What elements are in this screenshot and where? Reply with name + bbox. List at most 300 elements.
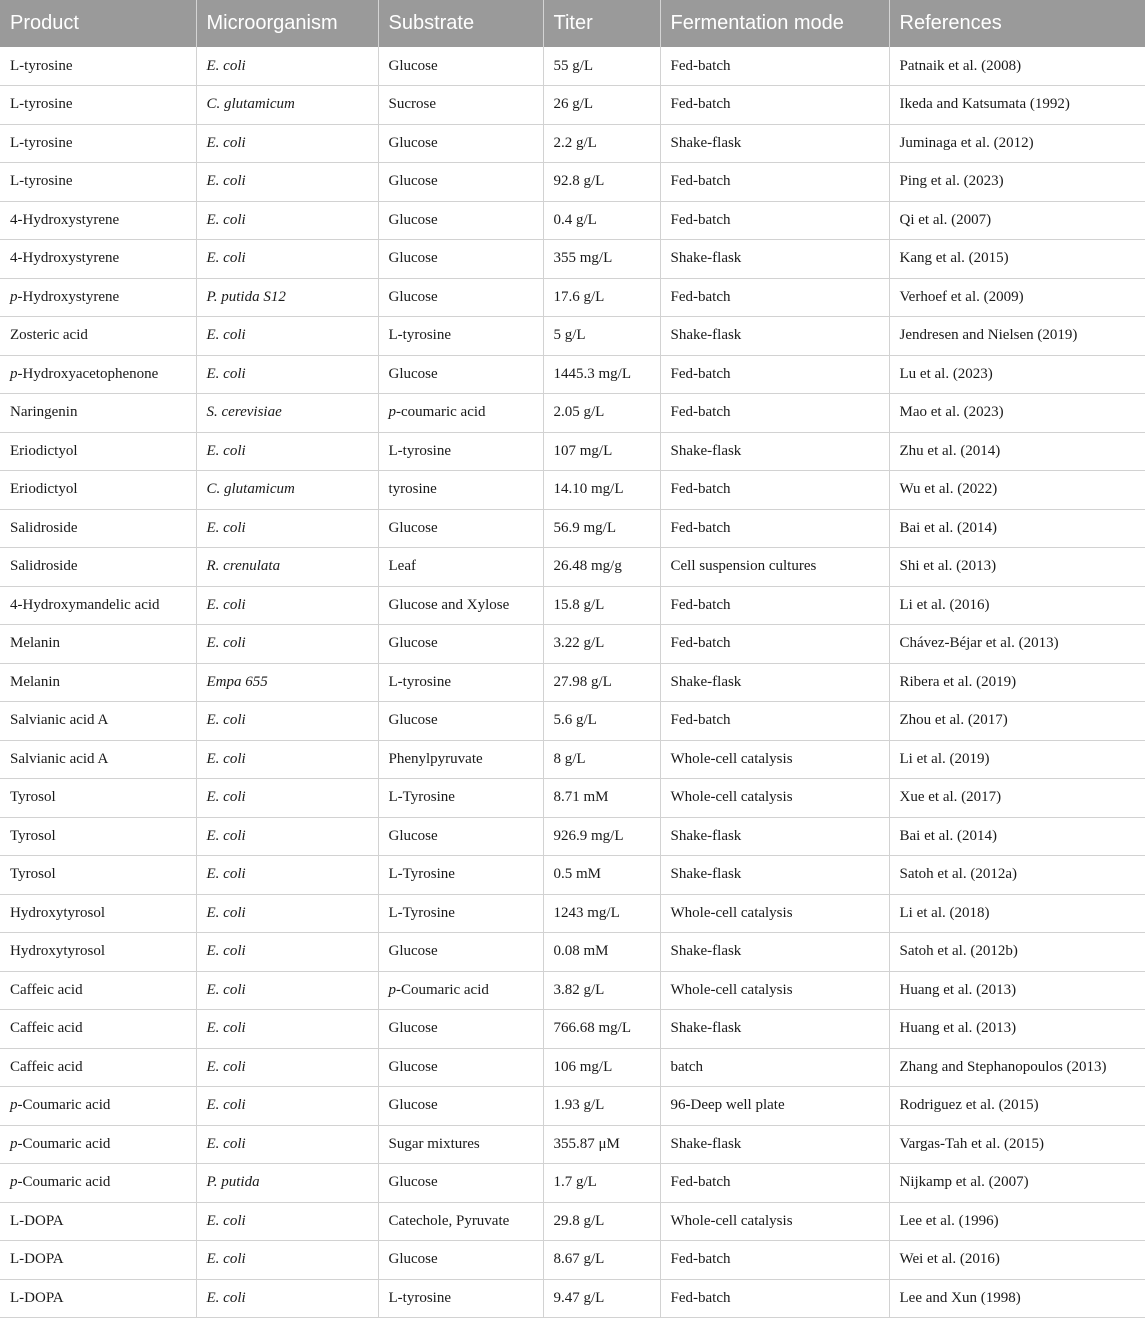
- microorganism-cell: [196, 702, 378, 741]
- product-cell-text: -Hydroxystyrene: [17, 288, 120, 305]
- substrate-cell-text: L-Tyrosine: [388, 789, 455, 806]
- fermentation-mode-cell: [660, 1125, 889, 1164]
- substrate-cell: [378, 779, 543, 818]
- substrate-cell-text: Catechole, Pyruvate: [388, 1212, 510, 1229]
- substrate-cell-text: Glucose: [388, 1058, 438, 1075]
- microorganism-cell-text: S. cerevisiae: [206, 404, 282, 421]
- titer-cell-text: 1243 mg/L: [553, 904, 620, 921]
- reference-cell: [889, 1164, 1145, 1203]
- fermentation-mode-cell: [660, 317, 889, 356]
- reference-cell-text: Zhou et al. (2017): [899, 712, 1008, 729]
- substrate-cell: [378, 817, 543, 856]
- substrate-cell: [378, 201, 543, 240]
- product-cell: [0, 1048, 196, 1087]
- fermentation-mode-cell-text: Whole-cell catalysis: [670, 789, 793, 806]
- product-cell: [0, 86, 196, 125]
- microorganism-cell: [196, 201, 378, 240]
- titer-cell-text: 15.8 g/L: [553, 596, 605, 613]
- titer-cell: [543, 933, 660, 972]
- reference-cell: [889, 509, 1145, 548]
- substrate-cell: [378, 740, 543, 779]
- substrate-cell-text: Leaf: [388, 558, 416, 575]
- table-row: [0, 1087, 1145, 1126]
- substrate-cell-text: L-tyrosine: [388, 673, 451, 690]
- fermentation-mode-cell: [660, 1241, 889, 1280]
- titer-cell: [543, 47, 660, 86]
- substrate-cell: [378, 1125, 543, 1164]
- fermentation-mode-cell: [660, 1279, 889, 1318]
- microorganism-cell-text: E. coli: [206, 789, 246, 806]
- microorganism-cell-text: E. coli: [206, 750, 246, 767]
- product-cell-italic-prefix: p: [10, 1097, 18, 1114]
- reference-cell-text: Wei et al. (2016): [899, 1251, 1000, 1268]
- titer-cell-text: 55 g/L: [553, 57, 594, 74]
- substrate-cell: [378, 394, 543, 433]
- substrate-cell-text: Glucose: [388, 250, 438, 267]
- product-cell-text: Eriodictyol: [10, 481, 78, 498]
- fermentation-mode-cell-text: Cell suspension cultures: [670, 558, 817, 575]
- product-cell: [0, 278, 196, 317]
- reference-cell-text: Kang et al. (2015): [899, 250, 1009, 267]
- product-cell: [0, 394, 196, 433]
- fermentation-mode-cell: [660, 702, 889, 741]
- substrate-cell-text: Glucose: [388, 1020, 438, 1037]
- titer-cell: [543, 86, 660, 125]
- fermentation-mode-cell-text: Whole-cell catalysis: [670, 981, 793, 998]
- titer-cell-text: 26.48 mg/g: [553, 558, 622, 575]
- fermentation-mode-cell-text: Fed-batch: [670, 635, 731, 652]
- reference-cell-text: Bai et al. (2014): [899, 827, 997, 844]
- microorganism-cell: [196, 432, 378, 471]
- titer-cell: [543, 1164, 660, 1203]
- fermentation-mode-cell: [660, 47, 889, 86]
- table-row: [0, 779, 1145, 818]
- titer-cell: [543, 1087, 660, 1126]
- substrate-cell: [378, 163, 543, 202]
- reference-cell-text: Satoh et al. (2012a): [899, 866, 1017, 883]
- substrate-cell-text: Glucose: [388, 519, 438, 536]
- microorganism-cell-text: E. coli: [206, 173, 246, 190]
- microorganism-cell: [196, 163, 378, 202]
- fermentation-mode-cell: [660, 1202, 889, 1241]
- microorganism-cell: [196, 86, 378, 125]
- table-body: [0, 47, 1145, 1318]
- microorganism-cell-text: R. crenulata: [206, 558, 281, 575]
- table-row: [0, 933, 1145, 972]
- reference-cell: [889, 1125, 1145, 1164]
- microorganism-cell: [196, 933, 378, 972]
- header-microorganism: Microorganism: [196, 0, 378, 47]
- titer-cell: [543, 355, 660, 394]
- titer-cell-text: 0.4 g/L: [553, 211, 597, 228]
- table-row: [0, 317, 1145, 356]
- substrate-cell: [378, 663, 543, 702]
- header-references: References: [889, 0, 1145, 47]
- fermentation-mode-cell-text: Shake-flask: [670, 1135, 742, 1152]
- microorganism-cell-text: C. glutamicum: [206, 481, 295, 498]
- microorganism-cell: [196, 740, 378, 779]
- substrate-cell-text: Glucose: [388, 173, 438, 190]
- substrate-cell-italic-prefix: p: [388, 981, 396, 998]
- table-row: [0, 894, 1145, 933]
- fermentation-mode-cell: [660, 201, 889, 240]
- reference-cell-text: Patnaik et al. (2008): [899, 57, 1022, 74]
- titer-cell: [543, 894, 660, 933]
- reference-cell: [889, 163, 1145, 202]
- table-row: [0, 548, 1145, 587]
- microorganism-cell: [196, 471, 378, 510]
- table-row: [0, 625, 1145, 664]
- reference-cell: [889, 1048, 1145, 1087]
- substrate-cell: [378, 702, 543, 741]
- table-row: [0, 586, 1145, 625]
- product-cell-text: Salidroside: [10, 558, 78, 575]
- titer-cell: [543, 856, 660, 895]
- product-cell: [0, 1125, 196, 1164]
- product-cell: [0, 1279, 196, 1318]
- reference-cell-text: Verhoef et al. (2009): [899, 288, 1024, 305]
- substrate-cell-text: Glucose: [388, 1097, 438, 1114]
- header-row: [0, 0, 1145, 47]
- product-cell: [0, 471, 196, 510]
- reference-cell-text: Lee and Xun (1998): [899, 1289, 1021, 1306]
- microorganism-cell: [196, 1010, 378, 1049]
- substrate-cell-text: L-Tyrosine: [388, 904, 455, 921]
- reference-cell-text: Li et al. (2019): [899, 750, 990, 767]
- microorganism-cell-text: E. coli: [206, 827, 246, 844]
- fermentation-mode-cell: [660, 779, 889, 818]
- table-row: [0, 1279, 1145, 1318]
- substrate-cell-text: Glucose: [388, 827, 438, 844]
- microorganism-cell-text: E. coli: [206, 1289, 246, 1306]
- reference-cell: [889, 124, 1145, 163]
- fermentation-mode-cell-text: Whole-cell catalysis: [670, 904, 793, 921]
- reference-cell: [889, 1279, 1145, 1318]
- reference-cell: [889, 278, 1145, 317]
- fermentation-mode-cell-text: Whole-cell catalysis: [670, 1212, 793, 1229]
- microorganism-cell: [196, 1241, 378, 1280]
- table-row: [0, 663, 1145, 702]
- reference-cell: [889, 1241, 1145, 1280]
- product-cell: [0, 355, 196, 394]
- reference-cell-text: Nijkamp et al. (2007): [899, 1174, 1029, 1191]
- substrate-cell: [378, 971, 543, 1010]
- table-row: [0, 86, 1145, 125]
- table-row: [0, 1241, 1145, 1280]
- microorganism-cell: [196, 894, 378, 933]
- microorganism-cell: [196, 663, 378, 702]
- product-cell: [0, 933, 196, 972]
- reference-cell-text: Li et al. (2018): [899, 904, 990, 921]
- product-cell: [0, 740, 196, 779]
- fermentation-mode-cell: [660, 240, 889, 279]
- substrate-cell: [378, 625, 543, 664]
- table-row: [0, 971, 1145, 1010]
- microorganism-cell: [196, 1125, 378, 1164]
- substrate-cell-text: Glucose: [388, 943, 438, 960]
- table-row: [0, 1164, 1145, 1203]
- reference-cell-text: Ribera et al. (2019): [899, 673, 1017, 690]
- product-cell-text: Naringenin: [10, 404, 78, 421]
- substrate-cell: [378, 1164, 543, 1203]
- substrate-cell-text: Glucose: [388, 365, 438, 382]
- reference-cell-text: Lee et al. (1996): [899, 1212, 999, 1229]
- fermentation-mode-cell: [660, 586, 889, 625]
- fermentation-mode-cell-text: Fed-batch: [670, 712, 731, 729]
- microorganism-cell: [196, 817, 378, 856]
- titer-cell: [543, 240, 660, 279]
- product-cell: [0, 509, 196, 548]
- fermentation-mode-cell-text: Fed-batch: [670, 365, 731, 382]
- titer-cell: [543, 548, 660, 587]
- header-product: Product: [0, 0, 196, 47]
- substrate-cell-text: Phenylpyruvate: [388, 750, 483, 767]
- microorganism-cell-text: E. coli: [206, 596, 246, 613]
- microorganism-cell-text: E. coli: [206, 134, 246, 151]
- fermentation-mode-cell-text: Whole-cell catalysis: [670, 750, 793, 767]
- titer-cell: [543, 586, 660, 625]
- titer-cell: [543, 663, 660, 702]
- fermentation-mode-cell: [660, 1164, 889, 1203]
- fermentation-mode-cell: [660, 394, 889, 433]
- fermentation-mode-cell-text: Fed-batch: [670, 57, 731, 74]
- reference-cell-text: Ping et al. (2023): [899, 173, 1004, 190]
- titer-cell: [543, 471, 660, 510]
- table-row: [0, 1202, 1145, 1241]
- microorganism-cell-text: E. coli: [206, 211, 246, 228]
- fermentation-mode-cell-text: Fed-batch: [670, 1289, 731, 1306]
- titer-cell-text: 355.87 μM: [553, 1135, 620, 1152]
- substrate-cell-text: Glucose: [388, 635, 438, 652]
- substrate-cell-text: Glucose: [388, 712, 438, 729]
- titer-cell-text: 56.9 mg/L: [553, 519, 616, 536]
- product-cell-text: L-DOPA: [10, 1212, 64, 1229]
- header-substrate: Substrate: [378, 0, 543, 47]
- microorganism-cell-text: E. coli: [206, 519, 246, 536]
- reference-cell: [889, 586, 1145, 625]
- product-cell-text: Salvianic acid A: [10, 712, 109, 729]
- reference-cell-text: Huang et al. (2013): [899, 1020, 1017, 1037]
- fermentation-mode-cell: [660, 1087, 889, 1126]
- substrate-cell: [378, 586, 543, 625]
- microorganism-cell: [196, 625, 378, 664]
- reference-cell: [889, 240, 1145, 279]
- titer-cell-text: 1.93 g/L: [553, 1097, 605, 1114]
- product-cell: [0, 124, 196, 163]
- reference-cell: [889, 856, 1145, 895]
- microorganism-cell: [196, 240, 378, 279]
- titer-cell: [543, 702, 660, 741]
- reference-cell-text: Zhu et al. (2014): [899, 442, 1001, 459]
- microorganism-cell-text: E. coli: [206, 635, 246, 652]
- fermentation-mode-cell-text: Fed-batch: [670, 288, 731, 305]
- titer-cell-text: 29.8 g/L: [553, 1212, 605, 1229]
- reference-cell: [889, 625, 1145, 664]
- product-cell: [0, 47, 196, 86]
- substrate-cell: [378, 1241, 543, 1280]
- product-cell-text: -Coumaric acid: [17, 1135, 111, 1152]
- reference-cell: [889, 894, 1145, 933]
- table-row: [0, 1010, 1145, 1049]
- microorganism-cell: [196, 509, 378, 548]
- product-cell: [0, 702, 196, 741]
- titer-cell: [543, 278, 660, 317]
- microorganism-cell: [196, 317, 378, 356]
- product-cell: [0, 779, 196, 818]
- fermentation-mode-cell-text: Shake-flask: [670, 673, 742, 690]
- product-cell: [0, 1164, 196, 1203]
- microorganism-cell-text: E. coli: [206, 981, 246, 998]
- product-cell-text: 4-Hydroxystyrene: [10, 250, 120, 267]
- substrate-cell: [378, 240, 543, 279]
- product-cell-text: Tyrosol: [10, 866, 56, 883]
- table-row: [0, 817, 1145, 856]
- substrate-cell-text: Glucose: [388, 1251, 438, 1268]
- titer-cell: [543, 817, 660, 856]
- substrate-cell: [378, 355, 543, 394]
- product-cell-text: -Hydroxyacetophenone: [17, 365, 159, 382]
- reference-cell-text: Xue et al. (2017): [899, 789, 1002, 806]
- microorganism-cell: [196, 1048, 378, 1087]
- fermentation-mode-cell-text: Fed-batch: [670, 481, 731, 498]
- substrate-cell: [378, 124, 543, 163]
- product-cell-text: L-DOPA: [10, 1251, 64, 1268]
- product-cell-text: Caffeic acid: [10, 981, 83, 998]
- fermentation-mode-cell-text: Shake-flask: [670, 827, 742, 844]
- reference-cell: [889, 1087, 1145, 1126]
- reference-cell-text: Wu et al. (2022): [899, 481, 998, 498]
- reference-cell: [889, 933, 1145, 972]
- fermentation-mode-cell: [660, 124, 889, 163]
- substrate-cell: [378, 47, 543, 86]
- microorganism-cell-text: E. coli: [206, 866, 246, 883]
- fermentation-mode-cell: [660, 1010, 889, 1049]
- product-cell: [0, 548, 196, 587]
- substrate-cell: [378, 1048, 543, 1087]
- fermentation-mode-cell-text: Shake-flask: [670, 250, 742, 267]
- fermentation-mode-cell: [660, 471, 889, 510]
- fermentation-mode-cell-text: Shake-flask: [670, 327, 742, 344]
- product-cell-text: Zosteric acid: [10, 327, 88, 344]
- table-row: [0, 201, 1145, 240]
- product-cell: [0, 240, 196, 279]
- reference-cell-text: Mao et al. (2023): [899, 404, 1004, 421]
- fermentation-mode-cell: [660, 856, 889, 895]
- microorganism-cell-text: E. coli: [206, 327, 246, 344]
- microorganism-cell-text: Empa 655: [206, 673, 268, 690]
- header-fermentation-mode: Fermentation mode: [660, 0, 889, 47]
- reference-cell: [889, 471, 1145, 510]
- table-row: [0, 124, 1145, 163]
- reference-cell-text: Shi et al. (2013): [899, 558, 997, 575]
- fermentation-mode-cell: [660, 163, 889, 202]
- substrate-cell-text: -Coumaric acid: [396, 981, 489, 998]
- product-cell-text: 4-Hydroxystyrene: [10, 211, 120, 228]
- titer-cell-text: 2.2 g/L: [553, 134, 597, 151]
- reference-cell: [889, 702, 1145, 741]
- titer-cell: [543, 1202, 660, 1241]
- microorganism-cell-text: E. coli: [206, 250, 246, 267]
- fermentation-mode-cell-text: Fed-batch: [670, 211, 731, 228]
- product-cell-italic-prefix: p: [10, 288, 18, 305]
- fermentation-mode-cell: [660, 1048, 889, 1087]
- reference-cell: [889, 201, 1145, 240]
- titer-cell-text: 3.22 g/L: [553, 635, 605, 652]
- table-row: [0, 509, 1145, 548]
- product-cell-text: L-tyrosine: [10, 173, 73, 190]
- reference-cell-text: Zhang and Stephanopoulos (2013): [899, 1058, 1107, 1075]
- titer-cell: [543, 1241, 660, 1280]
- microorganism-cell-text: P. putida: [206, 1174, 260, 1191]
- substrate-cell-text: L-Tyrosine: [388, 866, 455, 883]
- table-row: [0, 355, 1145, 394]
- fermentation-mode-cell-text: Shake-flask: [670, 442, 742, 459]
- substrate-cell: [378, 1202, 543, 1241]
- reference-cell: [889, 47, 1145, 86]
- fermentation-mode-cell: [660, 933, 889, 972]
- substrate-cell-text: Glucose: [388, 211, 438, 228]
- titer-cell-text: 766.68 mg/L: [553, 1020, 631, 1037]
- product-cell-text: Eriodictyol: [10, 442, 78, 459]
- product-cell-text: Salidroside: [10, 519, 78, 536]
- titer-cell: [543, 394, 660, 433]
- fermentation-mode-cell: [660, 509, 889, 548]
- product-cell-italic-prefix: p: [10, 365, 18, 382]
- microorganism-cell-text: E. coli: [206, 1251, 246, 1268]
- titer-cell-text: 926.9 mg/L: [553, 827, 624, 844]
- substrate-cell: [378, 894, 543, 933]
- substrate-cell: [378, 1087, 543, 1126]
- reference-cell-text: Huang et al. (2013): [899, 981, 1017, 998]
- reference-cell: [889, 971, 1145, 1010]
- product-cell: [0, 317, 196, 356]
- titer-cell: [543, 779, 660, 818]
- reference-cell-text: Li et al. (2016): [899, 596, 990, 613]
- header-titer: Titer: [543, 0, 660, 47]
- microorganism-cell-text: E. coli: [206, 1097, 246, 1114]
- reference-cell-text: Lu et al. (2023): [899, 365, 993, 382]
- reference-cell: [889, 432, 1145, 471]
- reference-cell: [889, 663, 1145, 702]
- reference-cell-text: Jendresen and Nielsen (2019): [899, 327, 1078, 344]
- fermentation-mode-cell-text: Fed-batch: [670, 96, 731, 113]
- titer-cell-text: 5 g/L: [553, 327, 586, 344]
- product-cell-text: Melanin: [10, 673, 60, 690]
- table-row: [0, 432, 1145, 471]
- substrate-cell: [378, 1010, 543, 1049]
- titer-cell: [543, 124, 660, 163]
- reference-cell-text: Satoh et al. (2012b): [899, 943, 1018, 960]
- substrate-cell-text: Sugar mixtures: [388, 1135, 480, 1152]
- fermentation-mode-cell: [660, 894, 889, 933]
- fermentation-mode-cell-text: batch: [670, 1058, 703, 1075]
- product-cell-text: Hydroxytyrosol: [10, 943, 105, 960]
- titer-cell: [543, 1048, 660, 1087]
- microorganism-cell: [196, 1164, 378, 1203]
- fermentation-mode-cell-text: Fed-batch: [670, 519, 731, 536]
- substrate-cell-text: Glucose and Xylose: [388, 596, 510, 613]
- microorganism-cell-text: E. coli: [206, 712, 246, 729]
- reference-cell: [889, 317, 1145, 356]
- fermentation-mode-cell-text: Shake-flask: [670, 134, 742, 151]
- reference-cell-text: Vargas-Tah et al. (2015): [899, 1135, 1044, 1152]
- reference-cell-text: Juminaga et al. (2012): [899, 134, 1034, 151]
- fermentation-mode-cell-text: Fed-batch: [670, 404, 731, 421]
- fermentation-mode-cell-text: Fed-batch: [670, 173, 731, 190]
- product-cell-text: 4-Hydroxymandelic acid: [10, 596, 160, 613]
- product-cell: [0, 1010, 196, 1049]
- titer-cell-text: 106 mg/L: [553, 1058, 613, 1075]
